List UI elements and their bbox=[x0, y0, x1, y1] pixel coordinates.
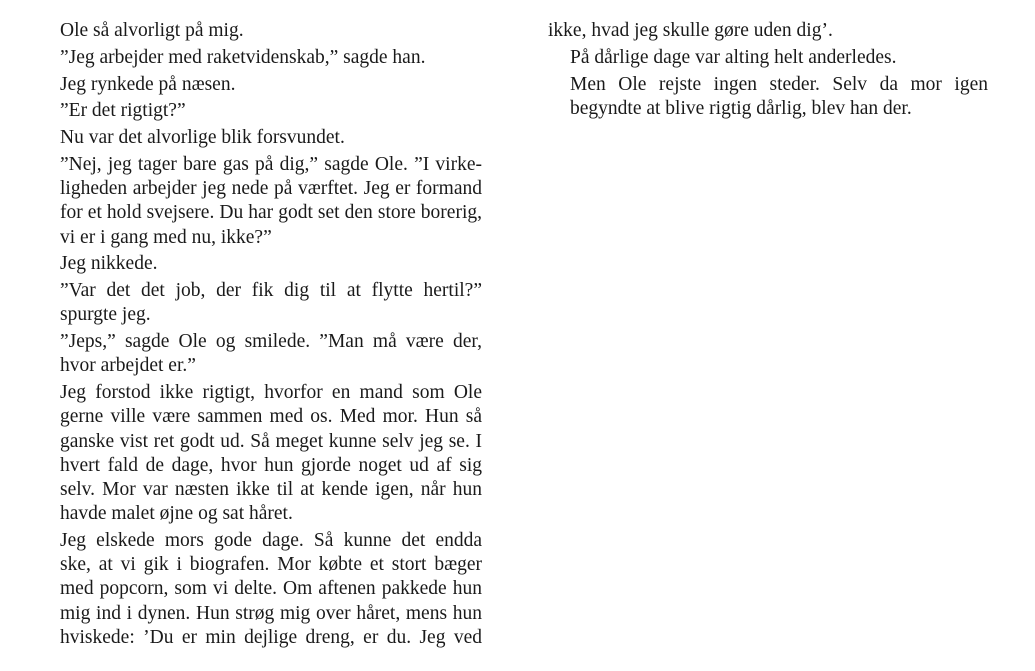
text-line: ”Jeg arbejder med raketvidenskab,” sagde han. bbox=[60, 46, 426, 68]
right-text-column bbox=[548, 19, 988, 124]
left-text-column bbox=[38, 19, 482, 653]
text-line: med popcorn, som vi delte. Om aftenen pakkede hun bbox=[60, 578, 482, 600]
paragraph bbox=[38, 19, 482, 43]
paragraph bbox=[38, 279, 482, 327]
text-line: hvor arbejdet er.” bbox=[60, 355, 196, 377]
text-line: ikke, hvad jeg skulle gøre uden dig’. bbox=[548, 20, 833, 41]
paragraph bbox=[548, 19, 988, 43]
paragraph bbox=[38, 252, 482, 276]
paragraph bbox=[38, 126, 482, 150]
paragraph bbox=[38, 330, 482, 378]
text-line: Ole så alvorligt på mig. bbox=[60, 20, 244, 41]
paragraph bbox=[38, 46, 482, 70]
paragraph bbox=[548, 73, 988, 121]
text-line: På dårlige dage var alting helt anderledes. bbox=[570, 46, 897, 68]
text-line: for et hold svejsere. Du har godt set den store borerig, bbox=[60, 202, 482, 224]
text-line: begyndte at blive rigtig dårlig, blev han der. bbox=[570, 97, 912, 119]
text-line: Men Ole rejste ingen steder. Selv da mor igen bbox=[570, 73, 988, 95]
text-line: Jeg nikkede. bbox=[60, 253, 158, 275]
text-line: ”Jeps,” sagde Ole og smilede. ”Man må være der, bbox=[60, 331, 482, 353]
paragraph bbox=[38, 529, 482, 650]
text-line: ganske vist ret godt ud. Så meget kunne selv jeg se. I bbox=[60, 430, 482, 452]
text-line: Jeg forstod ikke rigtigt, hvorfor en mand som Ole bbox=[60, 382, 482, 404]
paragraph bbox=[38, 99, 482, 123]
text-line: ske, at vi gik i biografen. Mor købte et stort bæger bbox=[60, 554, 482, 576]
text-line: hviskede: ’Du er min dejlige dreng, er du. Jeg ved bbox=[60, 626, 482, 648]
text-line: mig ind i dynen. Hun strøg mig over håret, mens hun bbox=[60, 602, 482, 624]
paragraph bbox=[38, 381, 482, 526]
text-line: hvert fald de dage, hvor hun gjorde noget ud af sig bbox=[60, 454, 482, 476]
text-line: spurgte jeg. bbox=[60, 304, 151, 326]
paragraph bbox=[38, 73, 482, 97]
text-line: havde malet øjne og sat håret. bbox=[60, 503, 293, 525]
text-line: Jeg elskede mors gode dage. Så kunne det endda bbox=[60, 530, 482, 551]
text-line: vi er i gang med nu, ikke?” bbox=[60, 226, 272, 248]
text-line: gerne ville være sammen med os. Med mor. Hun så bbox=[60, 406, 482, 428]
text-line: selv. Mor var næsten ikke til at kende igen, når hun bbox=[60, 479, 482, 500]
paragraph bbox=[38, 153, 482, 250]
text-line: Nu var det alvorlige blik forsvundet. bbox=[60, 127, 345, 149]
text-line: ”Er det rigtigt?” bbox=[60, 100, 186, 122]
text-line: ”Var det det job, der fik dig til at flytte hertil?” bbox=[60, 280, 482, 302]
text-line: ”Nej, jeg tager bare gas på dig,” sagde Ole. ”I virke- bbox=[60, 153, 482, 175]
paragraph bbox=[548, 46, 988, 70]
text-line: ligheden arbejder jeg nede på værftet. Jeg er formand bbox=[60, 178, 482, 200]
text-line: Jeg rynkede på næsen. bbox=[60, 73, 236, 95]
